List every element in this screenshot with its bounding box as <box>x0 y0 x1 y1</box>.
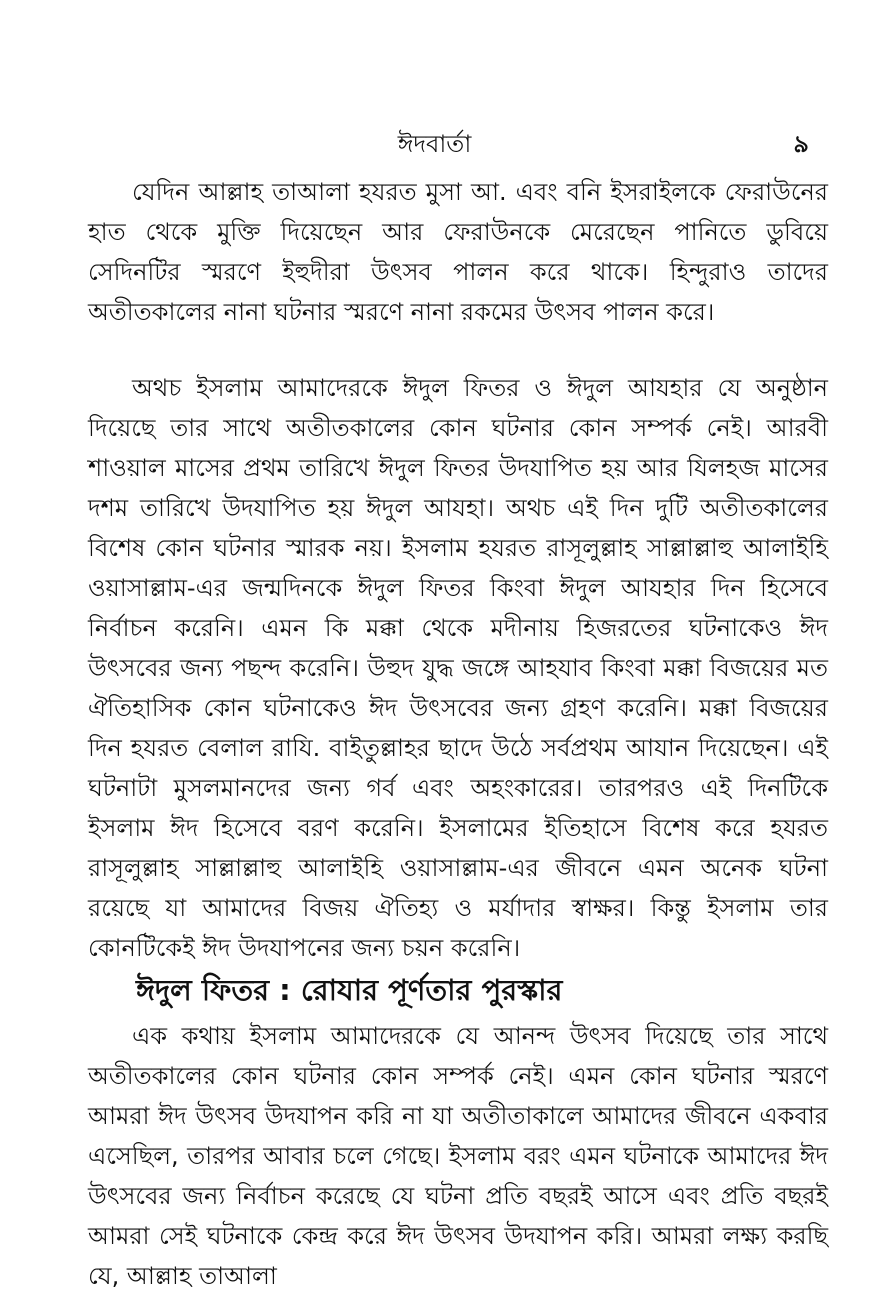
section-heading: ঈদুল ফিতর : রোযার পূর্ণতার পুরস্কার <box>136 973 563 1007</box>
paragraph-block-2 <box>88 368 828 962</box>
paragraph-block-3 <box>88 1016 828 1290</box>
paragraph-1: যেদিন আল্লাহ তাআলা হযরত মুসা আ. এবং বনি ইসরাইলকে ফেরাউনের হাত থেকে মুক্তি দিয়েছেন আর ফেরাউনকে মেরেছেন পানিতে ডুবিয়ে সেদিনটির স্মরণে ইহুদীরা উৎসব পালন করে থাকে। হিন্দুরাও তাদের অতীতকালের নানা ঘটনার স্মরণে নানা রকমের উৎসব পালন করে। <box>88 178 828 326</box>
running-header <box>0 126 869 166</box>
paragraph-block-1 <box>88 172 828 387</box>
section-paragraph: এক কথায় ইসলাম আমাদেরকে যে আনন্দ উৎসব দিয়েছে তার সাথে অতীতকালের কোন ঘটনার কোন সম্পর্ক নেই। এমন কোন ঘটনার স্মরণে আমরা ঈদ উৎসব উদযাপন করি না যা অতীতাকালে আমাদের জীবনে একবার এসেছিল, তারপর আবার চলে গেছে। ইসলাম বরং এমন ঘটনাকে আমাদের ঈদ উৎসবের জন্য নির্বাচন করেছে যে ঘটনা প্রতি বছরই আসে এবং প্রতি বছরই আমরা সেই ঘটনাকে কেন্দ্র করে ঈদ উৎসব উদযাপন করি। আমরা লক্ষ্য করছি যে, আল্লাহ তাআলা <box>88 1022 828 1290</box>
running-title: ঈদবার্তা <box>397 130 472 158</box>
page-number: ৯ <box>793 130 809 158</box>
section-heading-wrap <box>136 968 836 1016</box>
paragraph-2: অথচ ইসলাম আমাদেরকে ঈদুল ফিতর ও ঈদুল আযহার যে অনুষ্ঠান দিয়েছে তার সাথে অতীতকালের কোন ঘটনার কোন সম্পর্ক নেই। আরবী শাওয়াল মাসের প্রথম তারিখে ঈদুল ফিতর উদযাপিত হয় আর যিলহজ মাসের দশম তারিখে উদযাপিত হয় ঈদুল আযহা। অথচ এই দিন দুটি অতীতকালের বিশেষ কোন ঘটনার স্মারক নয়। ইসলাম হযরত রাসূলুল্লাহ সাল্লাল্লাহু আলাইহি ওয়াসাল্লাম-এর জন্মদিনকে ঈদুল ফিতর কিংবা ঈদুল আযহার দিন হিসেবে নির্বাচন করেনি। এমন কি মক্কা থেকে মদীনায় হিজরতের ঘটনাকেও ঈদ উৎসবের জন্য পছন্দ করেনি। উহুদ যুদ্ধ জঙ্গে আহযাব কিংবা মক্কা বিজয়ের মত ঐতিহাসিক কোন ঘটনাকেও ঈদ উৎসবের জন্য গ্রহণ করেনি। মক্কা বিজয়ের দিন হযরত বেলাল রাযি. বাইতুল্লাহর ছাদে উঠে সর্বপ্রথম আযান দিয়েছেন। এই ঘটনাটা মুসলমানদের জন্য গর্ব এবং অহংকারের। তারপরও এই দিনটিকে ইসলাম ঈদ হিসেবে বরণ করেনি। ইসলামের ইতিহাসে বিশেষ করে হযরত রাসূলুল্লাহ সাল্লাল্লাহু আলাইহি ওয়াসাল্লাম-এর জীবনে এমন অনেক ঘটনা রয়েছে যা আমাদের বিজয় ঐতিহ্য ও মর্যাদার স্বাক্ষর। কিন্তু ইসলাম তার কোনটিকেই ঈদ উদযাপনের জন্য চয়ন করেনি। <box>88 374 828 962</box>
